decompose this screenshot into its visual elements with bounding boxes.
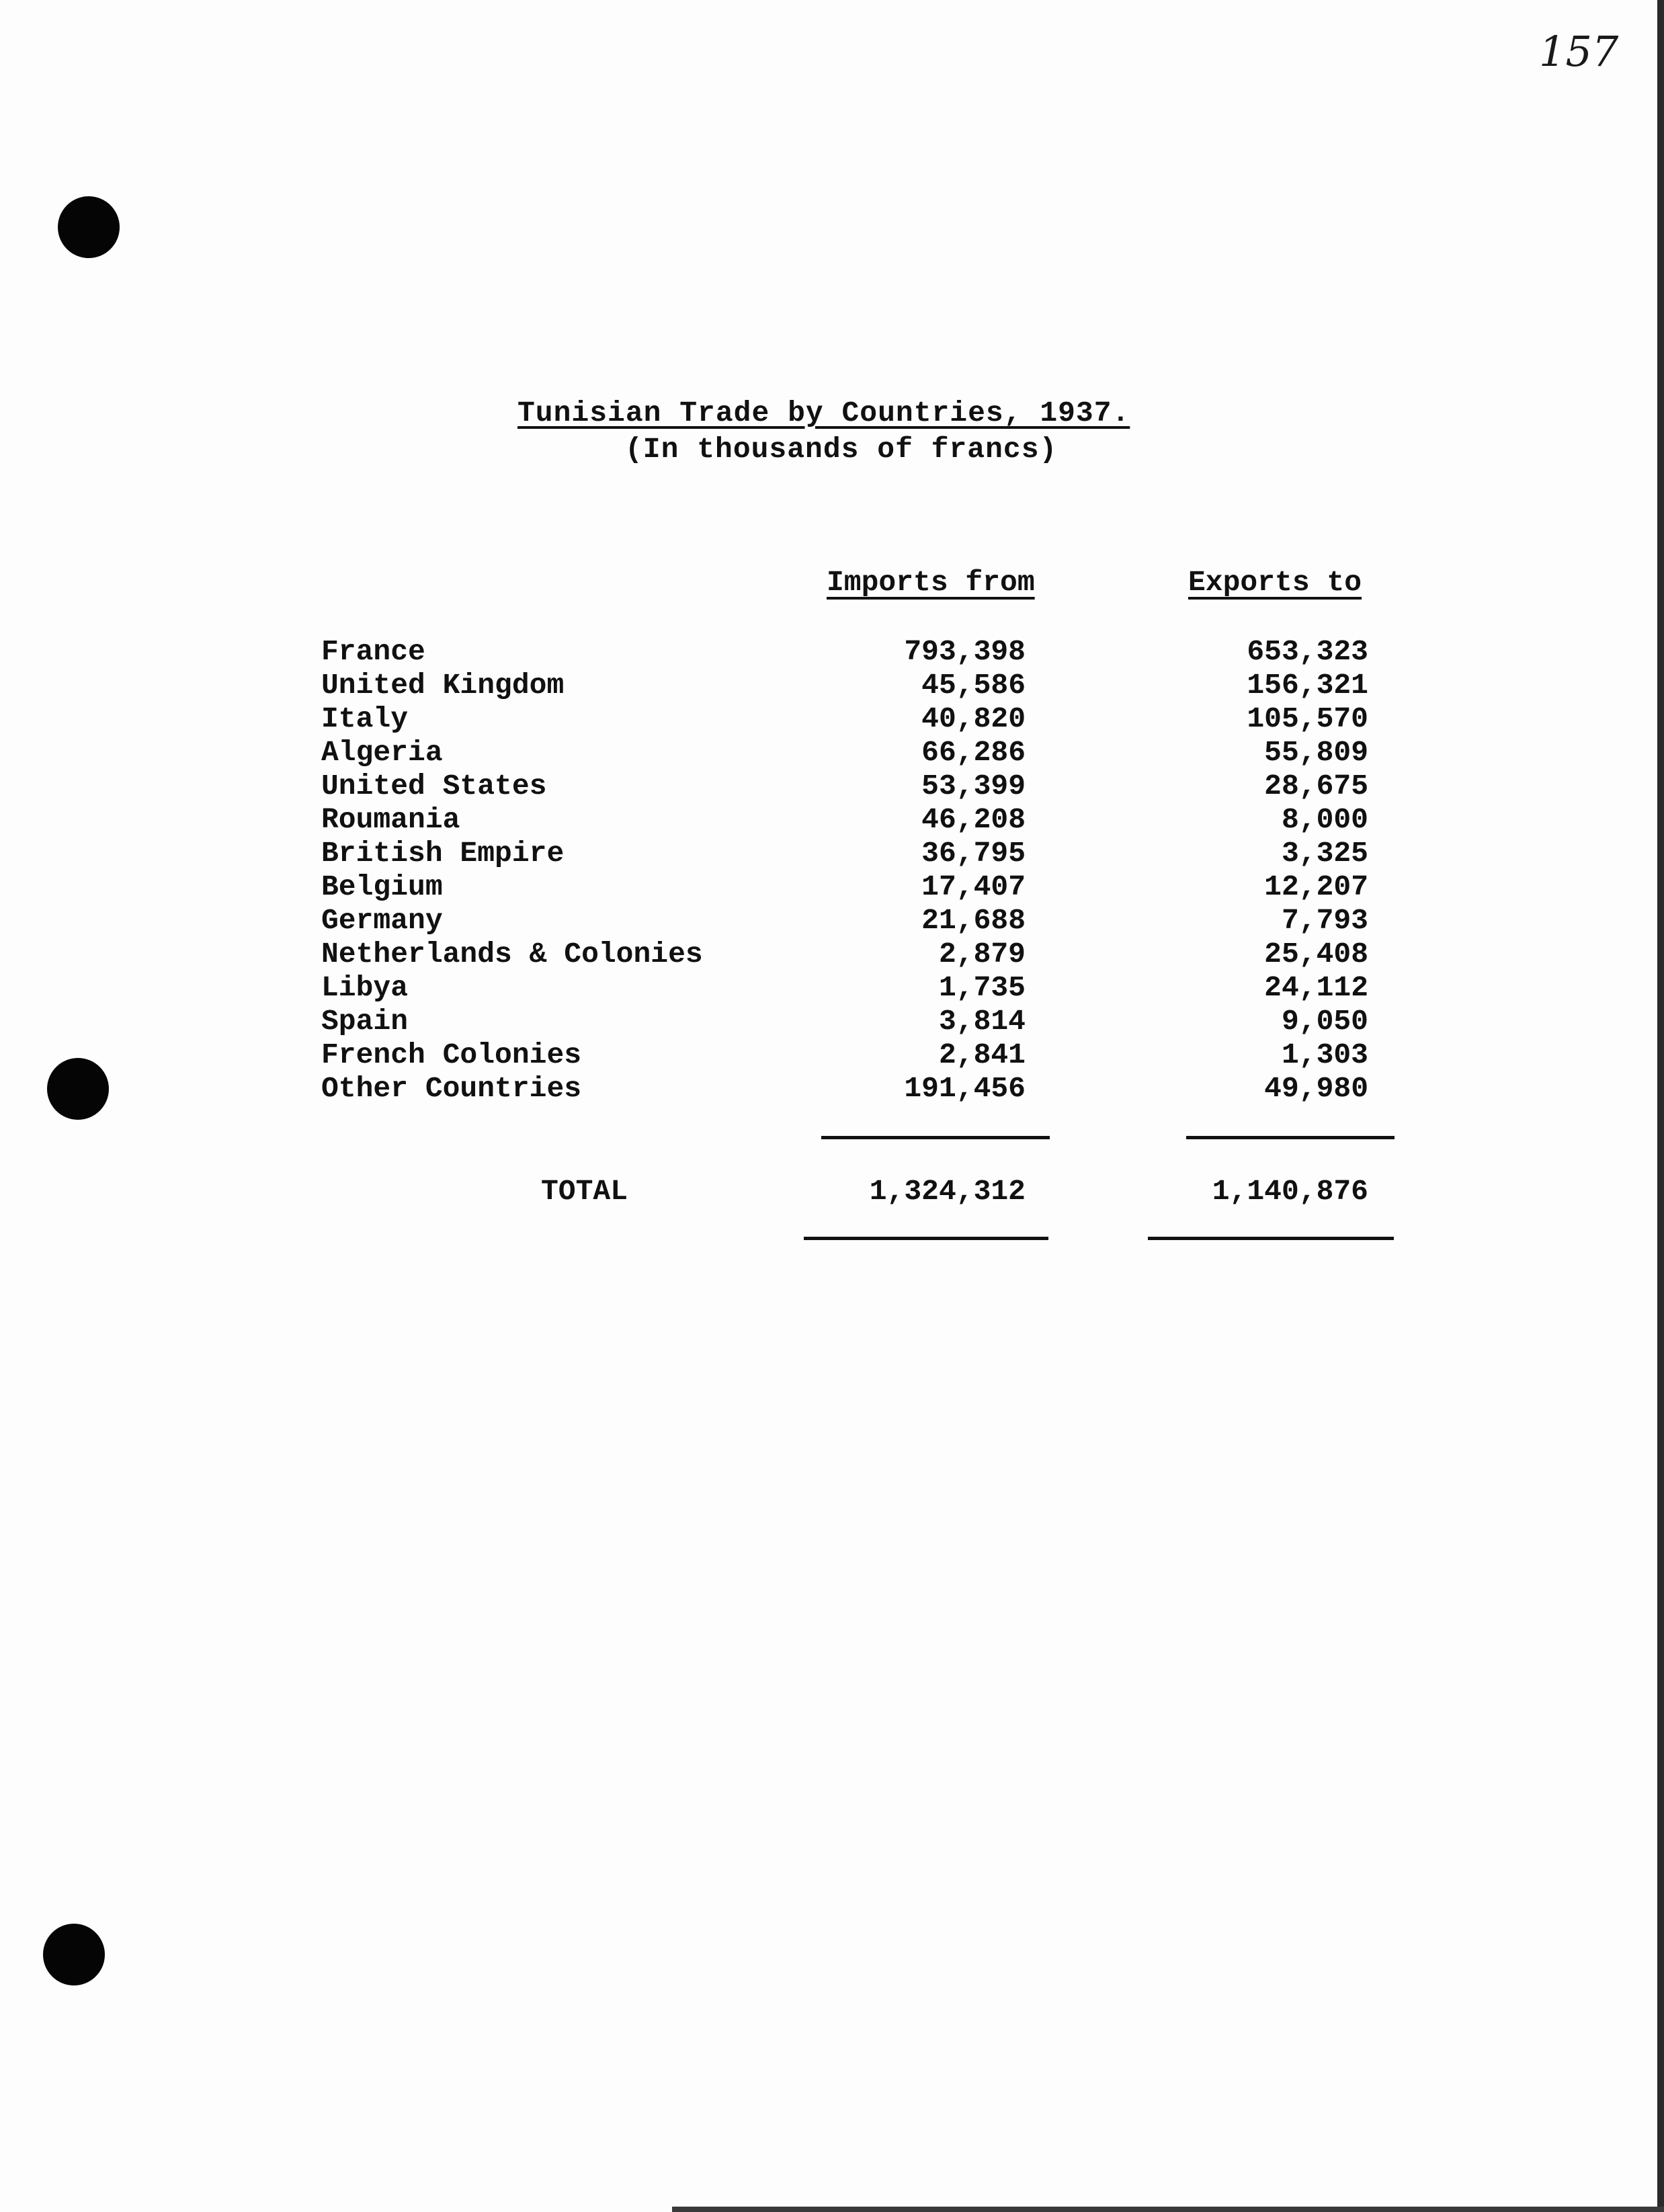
table-row <box>0 1072 1664 1106</box>
trade-table <box>0 635 1664 1106</box>
country-name: French Colonies <box>321 1038 582 1071</box>
exports-value: 653,323 <box>1247 635 1368 668</box>
exports-value: 3,325 <box>1281 837 1368 870</box>
imports-value: 2,879 <box>938 938 1026 971</box>
exports-value: 8,000 <box>1281 803 1368 836</box>
imports-value: 40,820 <box>921 702 1026 735</box>
table-row <box>0 702 1664 736</box>
imports-value: 46,208 <box>921 803 1026 836</box>
table-row <box>0 938 1664 971</box>
country-name: Roumania <box>321 803 460 836</box>
country-name: Other Countries <box>321 1072 582 1105</box>
column-header-exports: Exports to <box>1188 566 1362 599</box>
table-row <box>0 635 1664 669</box>
country-name: Italy <box>321 702 409 735</box>
exports-value: 12,207 <box>1264 870 1368 903</box>
imports-value: 191,456 <box>904 1072 1026 1105</box>
country-name: Germany <box>321 904 443 937</box>
country-name: Netherlands & Colonies <box>321 938 703 971</box>
table-row <box>0 971 1664 1005</box>
table-row <box>0 1005 1664 1038</box>
country-name: Belgium <box>321 870 443 903</box>
table-row <box>0 1038 1664 1072</box>
handwritten-page-number: 157 <box>1539 27 1619 76</box>
page-edge-shadow <box>1657 0 1664 2212</box>
total-imports-value: 1,324,312 <box>869 1175 1026 1208</box>
imports-total-rule <box>804 1237 1048 1240</box>
page-bottom-shadow <box>672 2207 1664 2212</box>
punch-hole <box>43 1924 105 1985</box>
exports-value: 55,809 <box>1264 736 1368 769</box>
imports-value: 2,841 <box>938 1038 1026 1071</box>
imports-value: 66,286 <box>921 736 1026 769</box>
exports-sum-rule <box>1186 1136 1395 1139</box>
imports-value: 36,795 <box>921 837 1026 870</box>
table-row <box>0 870 1664 904</box>
table-row <box>0 904 1664 938</box>
country-name: British Empire <box>321 837 565 870</box>
table-row <box>0 669 1664 702</box>
country-name: United Kingdom <box>321 669 565 702</box>
document-subtitle: (In thousands of francs) <box>625 433 1058 466</box>
exports-value: 1,303 <box>1281 1038 1368 1071</box>
imports-sum-rule <box>821 1136 1050 1139</box>
exports-value: 7,793 <box>1281 904 1368 937</box>
total-exports-value: 1,140,876 <box>1212 1175 1368 1208</box>
exports-value: 105,570 <box>1247 702 1368 735</box>
table-row <box>0 770 1664 803</box>
punch-hole <box>58 196 120 258</box>
exports-value: 24,112 <box>1264 971 1368 1004</box>
imports-value: 3,814 <box>938 1005 1026 1038</box>
exports-total-rule <box>1148 1237 1394 1240</box>
table-row <box>0 736 1664 770</box>
exports-value: 156,321 <box>1247 669 1368 702</box>
country-name: France <box>321 635 425 668</box>
country-name: Algeria <box>321 736 443 769</box>
imports-value: 53,399 <box>921 770 1026 803</box>
exports-value: 9,050 <box>1281 1005 1368 1038</box>
country-name: Spain <box>321 1005 409 1038</box>
imports-value: 793,398 <box>904 635 1026 668</box>
table-row <box>0 803 1664 837</box>
imports-value: 45,586 <box>921 669 1026 702</box>
exports-value: 25,408 <box>1264 938 1368 971</box>
country-name: United States <box>321 770 547 803</box>
total-label: TOTAL <box>541 1175 628 1208</box>
imports-value: 1,735 <box>938 971 1026 1004</box>
imports-value: 17,407 <box>921 870 1026 903</box>
imports-value: 21,688 <box>921 904 1026 937</box>
exports-value: 49,980 <box>1264 1072 1368 1105</box>
exports-value: 28,675 <box>1264 770 1368 803</box>
country-name: Libya <box>321 971 409 1004</box>
column-header-imports: Imports from <box>827 566 1035 599</box>
table-row <box>0 837 1664 870</box>
document-title: Tunisian Trade by Countries, 1937. <box>517 397 1130 429</box>
